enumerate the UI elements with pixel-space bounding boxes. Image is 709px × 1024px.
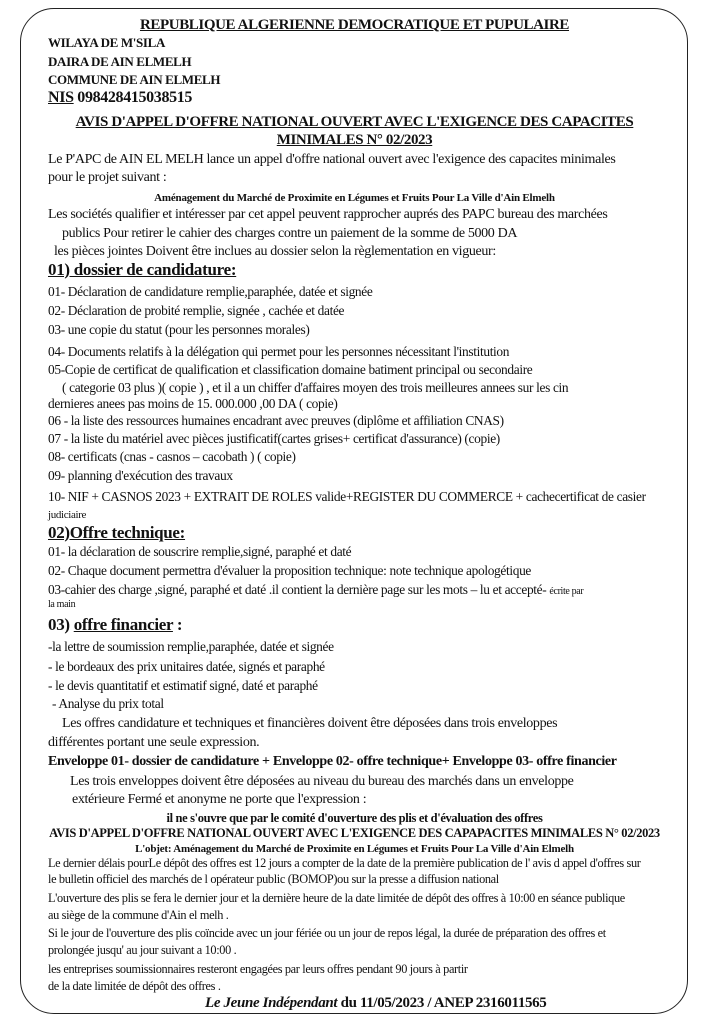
condition-line: le bulletin officiel des marchés de l opérateur public (BOMOP)ou sur la presse a diffusion national [48,872,499,886]
notice-object: L'objet: Aménagement du Marché de Proximite en Légumes et Fruits Pour La Ville d'Ain Elmelh [135,843,574,855]
section3-heading [48,617,182,633]
list-item: judiciaire [48,509,87,521]
border-gap-right [545,1008,595,1012]
condition-line: prolongée jusqu' au jour suivant a 10:00 . [48,943,237,957]
envelopes-list: Enveloppe 01- dossier de candidature + Enveloppe 02- offre technique+ Enveloppe 03- offre financier [48,754,617,769]
envelopes-text-cont: différentes portant une seule expression. [48,735,260,750]
list-item: 03- une copie du statut (pour les personnes morales) [48,322,310,337]
list-item: 02- Chaque document permettra d'évaluer la proposition technique: note technique apologétique [48,563,532,578]
list-item: 05-Copie de certificat de qualification et classification domaine batiment principal ou secondaire [48,362,533,377]
nis-label: NIS [48,89,74,106]
section1-heading: 01) dossier de candidature: [48,260,237,279]
condition-line: Si le jour de l'ouverture des plis coïncide avec un jour fériée ou un jour de repos légal, la durée de préparation des offres et [48,926,606,940]
list-item: dernieres anees pas moins de 15. 000.000 ,00 DA ( copie) [48,396,338,411]
list-item: - le bordeaux des prix unitaires datée, signés et paraphé [48,659,325,674]
notice-title-line2: MINIMALES N° 02/2023 [276,132,433,148]
list-item: 07 - la liste du matériel avec pièces justificatif(cartes grises+ certificat d'assurance) (copie) [48,431,500,446]
list-item-small-text: écrite par [549,586,584,597]
envelopes-text: Les offres candidature et techniques et financières doivent être déposées dans trois enveloppes [62,716,558,731]
list-item: 06 - la liste des ressources humaines encadrant avec preuves (diplôme et affiliation CNAS) [48,413,504,428]
republic-heading: REPUBLIQUE ALGERIENNE DEMOCRATIQUE ET PUPULAIRE [139,17,570,33]
list-item-small-line: la main [48,599,76,610]
notice-title-line1: AVIS D'APPEL D'OFFRE NATIONAL OUVERT AVEC L'EXIGENCE DES CAPACITES [75,114,634,130]
project-name: Aménagement du Marché de Proximite en Légumes et Fruits Pour La Ville d'Ain Elmelh [154,192,555,204]
condition-line: de la date limitée de dépôt des offres . [48,979,221,993]
commune: COMMUNE DE AIN ELMELH [48,72,221,87]
list-item: 01- Déclaration de candidature remplie,paraphée, datée et signée [48,284,373,299]
section3-title: offre financier [73,615,173,634]
intro-documents: les pièces jointes Doivent être inclues au dossier selon la règlementation en vigueur: [54,244,496,259]
nis [48,90,192,106]
list-item: 10- NIF + CASNOS 2023 + EXTRAIT DE ROLES valide+REGISTER DU COMMERCE + cachecertificat de casier [48,489,646,504]
envelope-expression: il ne s'ouvre que par le comité d'ouverture des plis et d'évaluation des offres [166,811,543,825]
section3-colon: : [172,615,183,634]
condition-line: au siège de la commune d'Ain el melh . [48,908,229,922]
intro-text: Le P'APC de AIN EL MELH lance un appel d'offre national ouvert avec l'exigence des capacites minimales [48,152,616,167]
publication-footer [205,995,546,1011]
envelopes-deposit: Les trois enveloppes doivent être déposées au niveau du bureau des marchés dans un enveloppe [70,774,574,789]
list-item: -la lettre de soumission remplie,paraphée, datée et signée [48,639,334,654]
intro-text-cont: pour le projet suivant : [48,170,167,185]
condition-line: L'ouverture des plis se fera le dernier jour et la dernière heure de la date limitée de dépôt des offres à 10:00 en séance publique [48,891,625,905]
envelopes-deposit-cont: extérieure Fermé et anonyme ne porte que l'expression : [72,792,367,807]
list-item: ( categorie 03 plus )( copie ) , et il a un chiffer d'affaires moyen des trois meilleures annees sur les cin [62,380,569,395]
list-item: 01- la déclaration de souscrire remplie,signé, paraphé et daté [48,544,352,559]
list-item: 08- certificats (cnas - casnos – cacobath ) ( copie) [48,449,296,464]
intro-companies: Les sociétés qualifier et intéresser par cet appel peuvent rapprocher auprés des PAPC bureau des marchées [48,207,608,222]
condition-line: Le dernier délais pourLe dépôt des offres est 12 jours a compter de la date de la première publication de l' avis d appel d'offres sur [48,856,641,870]
intro-fee: publics Pour retirer le cahier des charges contre un paiement de la somme de 5000 DA [62,226,518,241]
nis-value: 098428415038515 [73,89,193,106]
list-item: 09- planning d'exécution des travaux [48,468,233,483]
list-item [48,582,583,600]
list-item: - Analyse du prix total [52,696,164,711]
list-item: - le devis quantitatif et estimatif signé, daté et paraphé [48,678,318,693]
list-item: 04- Documents relatifs à la délégation qui permet pour les personnes nécessitant l'institution [48,344,510,359]
notice-title-repeat: AVIS D'APPEL D'OFFRE NATIONAL OUVERT AVEC L'EXIGENCE DES CAPAPACITES MINIMALES N° 02/2023 [49,826,660,840]
condition-line: les entreprises soumissionnaires resteront engagées par leurs offres pendant 90 jours à partir [48,962,468,976]
list-item-text: 03-cahier des charge ,signé, paraphé et daté .il contient la dernière page sur les mots – lu et accepté- [48,582,547,597]
publication-ref: du 11/05/2023 / ANEP 2316011565 [337,995,547,1011]
daira: DAIRA DE AIN ELMELH [48,54,192,69]
newspaper-name: Le Jeune Indépendant [205,995,338,1011]
section3-number: 03) [48,615,74,634]
section2-heading: 02)Offre technique: [48,523,186,542]
wilaya: WILAYA DE M'SILA [48,35,165,50]
list-item: 02- Déclaration de probité remplie, signée , cachée et datée [48,303,345,318]
